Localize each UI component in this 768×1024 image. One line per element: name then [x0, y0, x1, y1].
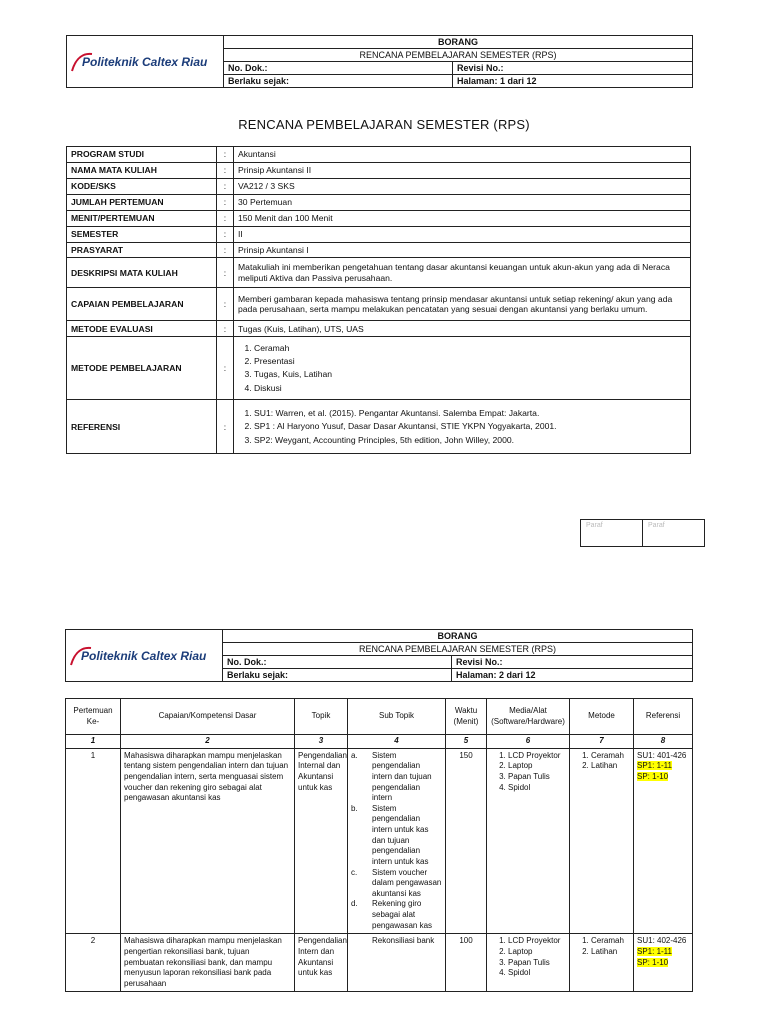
form-header-page-2	[65, 629, 693, 682]
list-item	[351, 804, 442, 868]
info-label: REFERENSI	[67, 400, 217, 454]
info-row	[67, 163, 691, 179]
info-separator: :	[217, 211, 234, 227]
no-dok-cell: No. Dok.:	[223, 656, 452, 669]
no-dok-cell: No. Dok.:	[224, 62, 453, 75]
paraf-box	[580, 519, 705, 547]
borang-label: BORANG	[223, 630, 693, 643]
meeting-number: 2	[66, 934, 121, 992]
method-cell	[570, 934, 634, 992]
subtopic-text: Sistem pengendalian intern untuk kas dan tujuan pengendalian intern untuk kas	[372, 803, 429, 866]
reference-cell	[634, 934, 693, 992]
info-value: Tugas (Kuis, Latihan), UTS, UAS	[234, 321, 691, 337]
info-separator: :	[217, 163, 234, 179]
info-separator: :	[217, 400, 234, 454]
info-label: PRASYARAT	[67, 242, 217, 258]
highlighted-reference: SP: 1-10	[637, 771, 669, 781]
highlighted-reference: SP1: 1-11	[637, 946, 672, 956]
column-number: 2	[121, 735, 295, 749]
info-separator: :	[217, 337, 234, 400]
info-separator: :	[217, 179, 234, 195]
column-number: 4	[348, 735, 446, 749]
info-value: Matakuliah ini memberikan pengetahuan tentang dasar akuntansi keuangan untuk akun-akun yang ada di Neraca meliputi Aktiva dan Passiva perusahaan.	[234, 258, 691, 288]
column-number: 5	[446, 735, 487, 749]
info-label: KODE/SKS	[67, 179, 217, 195]
list-item: 2. Laptop	[508, 761, 566, 772]
reference-line	[637, 958, 689, 969]
column-number-row	[66, 735, 693, 749]
paraf-right: Paraf	[643, 520, 705, 547]
list-marker: d.	[351, 899, 358, 909]
info-value: Akuntansi	[234, 147, 691, 163]
list-item: 3. Tugas, Kuis, Latihan	[254, 368, 686, 381]
column-number: 8	[634, 735, 693, 749]
header-capaian: Capaian/Kompetensi Dasar	[121, 699, 295, 735]
list-item: 1. Ceramah	[591, 936, 630, 947]
list-item: 4. Diskusi	[254, 382, 686, 395]
rps-title-cell: RENCANA PEMBELAJARAN SEMESTER (RPS)	[224, 49, 693, 62]
info-row	[67, 321, 691, 337]
subtopic-cell	[348, 748, 446, 934]
media-cell	[487, 748, 570, 934]
column-number: 6	[487, 735, 570, 749]
revisi-cell: Revisi No.:	[453, 62, 693, 75]
form-header-page-1	[66, 35, 693, 88]
duration-cell: 100	[446, 934, 487, 992]
svg-text:Politeknik Caltex Riau: Politeknik Caltex Riau	[81, 648, 207, 663]
topic-cell: Pengendalian Internal dan Akuntansi untuk kas	[295, 748, 348, 934]
info-label: NAMA MATA KULIAH	[67, 163, 217, 179]
rps-title-cell: RENCANA PEMBELAJARAN SEMESTER (RPS)	[223, 643, 693, 656]
topic-cell: Pengendalian Intern dan Akuntansi untuk kas	[295, 934, 348, 992]
halaman-cell: Halaman: 2 dari 12	[452, 669, 693, 682]
list-item: 3. SP2: Weygant, Accounting Principles, 5th edition, John Willey, 2000.	[254, 434, 686, 447]
list-item: 1. Ceramah	[591, 751, 630, 762]
caltex-logo-icon	[69, 645, 219, 667]
list-item: 2. Laptop	[508, 947, 566, 958]
info-label: MENIT/PERTEMUAN	[67, 211, 217, 227]
method-list	[573, 936, 630, 957]
institution-logo	[66, 630, 223, 682]
info-row	[67, 227, 691, 243]
list-item: 3. Papan Tulis	[508, 772, 566, 783]
revisi-cell: Revisi No.:	[452, 656, 693, 669]
list-item: 4. Spidol	[508, 968, 566, 979]
info-label: DESKRIPSI MATA KULIAH	[67, 258, 217, 288]
header-subtopik: Sub Topik	[348, 699, 446, 735]
course-info-table	[66, 146, 691, 454]
info-label: SEMESTER	[67, 227, 217, 243]
info-separator: :	[217, 288, 234, 321]
header-pertemuan: Pertemuan Ke-	[66, 699, 121, 735]
institution-logo	[67, 36, 224, 88]
info-value-list	[234, 337, 691, 400]
header-metode: Metode	[570, 699, 634, 735]
info-label: METODE EVALUASI	[67, 321, 217, 337]
list-marker: a.	[351, 750, 358, 760]
info-separator: :	[217, 258, 234, 288]
info-separator: :	[217, 195, 234, 211]
reference-line	[637, 761, 689, 772]
info-row	[67, 211, 691, 227]
info-separator: :	[217, 242, 234, 258]
reference-text: SU1: 401-426	[637, 750, 687, 760]
berlaku-cell: Berlaku sejak:	[224, 75, 453, 88]
info-row	[67, 195, 691, 211]
numbered-list	[238, 342, 686, 395]
subtopic-list	[351, 751, 442, 932]
info-value: II	[234, 227, 691, 243]
svg-text:Politeknik Caltex Riau: Politeknik Caltex Riau	[82, 54, 208, 69]
list-item: 2. Latihan	[591, 947, 630, 958]
reference-line	[637, 772, 689, 783]
table-row	[66, 934, 693, 992]
list-item	[351, 899, 442, 931]
subtopic-text: Sistem voucher dalam pengawasan akuntansi kas	[372, 867, 442, 898]
meeting-number: 1	[66, 748, 121, 934]
reference-line	[637, 947, 689, 958]
info-value: 30 Pertemuan	[234, 195, 691, 211]
header-waktu: Waktu (Menit)	[446, 699, 487, 735]
list-item: 4. Spidol	[508, 783, 566, 794]
info-value-list	[234, 400, 691, 454]
method-list	[573, 751, 630, 772]
caltex-logo-icon	[70, 51, 220, 73]
numbered-list	[238, 407, 686, 447]
borang-label: BORANG	[224, 36, 693, 49]
media-list	[490, 936, 566, 979]
berlaku-cell: Berlaku sejak:	[223, 669, 452, 682]
halaman-cell: Halaman: 1 dari 12	[453, 75, 693, 88]
paraf-left: Paraf	[581, 520, 643, 547]
info-row	[67, 179, 691, 195]
list-item: 1. Ceramah	[254, 342, 686, 355]
reference-text: SU1: 402-426	[637, 936, 687, 946]
list-item: 2. Presentasi	[254, 355, 686, 368]
info-value: Memberi gambaran kepada mahasiswa tentang prinsip mendasar akuntansi untuk setiap rekening/ akun yang ada pada perusahaan, serta mampu melakukan pencatatan yang sesuai dengan akuntansi yang berlaku umum.	[234, 288, 691, 321]
subtopic-text: Sistem pengendalian intern dan tujuan pengendalian intern	[372, 750, 432, 803]
list-item: 1. LCD Proyektor	[508, 936, 566, 947]
list-item	[351, 868, 442, 900]
list-item: 1. SU1: Warren, et al. (2015). Pengantar Akuntansi. Salemba Empat: Jakarta.	[254, 407, 686, 420]
list-item: 2. Latihan	[591, 761, 630, 772]
list-item: 2. SP1 : Al Haryono Yusuf, Dasar Dasar Akuntansi, STIE YKPN Yogyakarta, 2001.	[254, 420, 686, 433]
info-row	[67, 337, 691, 400]
list-marker: b.	[351, 803, 358, 813]
competency-cell: Mahasiswa diharapkan mampu menjelaskan pengertian rekonsiliasi bank, tujuan pembuatan rekonsiliasi bank, dan mampu menyusun laporan rekonsiliasi bank pada perusahaan	[121, 934, 295, 992]
media-list	[490, 751, 566, 794]
info-label: CAPAIAN PEMBELAJARAN	[67, 288, 217, 321]
subtopic-text: Rekening giro sebagai alat pengawasan kas	[372, 899, 433, 930]
info-row	[67, 400, 691, 454]
duration-cell: 150	[446, 748, 487, 934]
list-item: 1. LCD Proyektor	[508, 751, 566, 762]
info-separator: :	[217, 321, 234, 337]
table-row	[66, 748, 693, 934]
column-number: 7	[570, 735, 634, 749]
info-row	[67, 242, 691, 258]
info-value: VA212 / 3 SKS	[234, 179, 691, 195]
highlighted-reference: SP: 1-10	[637, 957, 669, 967]
weekly-plan-table	[65, 698, 693, 992]
subtopic-text: Rekonsiliasi bank	[372, 936, 435, 946]
list-item	[351, 751, 442, 804]
highlighted-reference: SP1: 1-11	[637, 761, 672, 771]
header-referensi: Referensi	[634, 699, 693, 735]
list-item: 3. Papan Tulis	[508, 958, 566, 969]
header-topik: Topik	[295, 699, 348, 735]
info-label: JUMLAH PERTEMUAN	[67, 195, 217, 211]
competency-cell: Mahasiswa diharapkan mampu menjelaskan tentang sistem pengendalian intern dan tujuan pengendalian intern, serta menguasai sistem voucher dan rekening giro sebagai alat pengawasan akuntansi kas	[121, 748, 295, 934]
info-value: Prinsip Akuntansi II	[234, 163, 691, 179]
subtopic-cell	[348, 934, 446, 992]
column-number: 1	[66, 735, 121, 749]
info-row	[67, 288, 691, 321]
info-value: 150 Menit dan 100 Menit	[234, 211, 691, 227]
info-label: PROGRAM STUDI	[67, 147, 217, 163]
method-cell	[570, 748, 634, 934]
info-value: Prinsip Akuntansi I	[234, 242, 691, 258]
info-row	[67, 258, 691, 288]
info-label: METODE PEMBELAJARAN	[67, 337, 217, 400]
column-number: 3	[295, 735, 348, 749]
info-separator: :	[217, 227, 234, 243]
info-row	[67, 147, 691, 163]
media-cell	[487, 934, 570, 992]
info-separator: :	[217, 147, 234, 163]
header-media: Media/Alat (Software/Hardware)	[487, 699, 570, 735]
list-marker: c.	[351, 867, 358, 877]
reference-cell	[634, 748, 693, 934]
page-title: RENCANA PEMBELAJARAN SEMESTER (RPS)	[238, 117, 530, 132]
